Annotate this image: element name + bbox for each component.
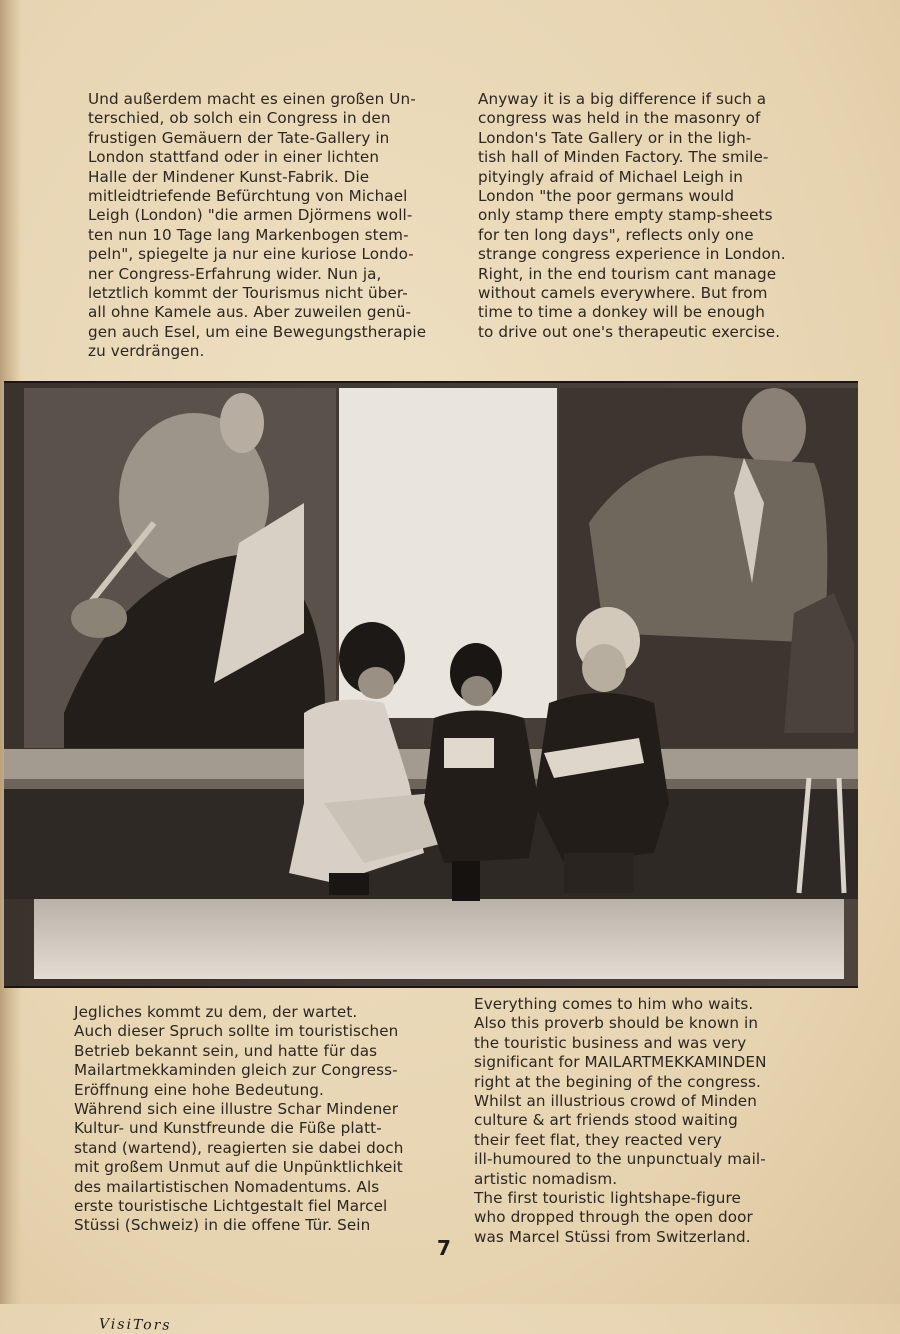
text-line: ten nun 10 Tage lang Markenbogen stem- bbox=[88, 225, 409, 244]
text-line: des mailartistischen Nomadentums. Als bbox=[74, 1177, 380, 1196]
text-line: right at the begining of the congress. bbox=[474, 1072, 761, 1091]
text-line: culture & art friends stood waiting bbox=[474, 1111, 738, 1130]
text-line: Also this proverb should be known in bbox=[474, 1014, 759, 1033]
text-line: Betrieb bekannt sein, und hatte für das bbox=[74, 1041, 378, 1060]
text-line: Leigh (London) "die armen Djörmens woll- bbox=[88, 206, 413, 225]
floor bbox=[34, 899, 844, 979]
text-line: Jegliches kommt zu dem, der wartet. bbox=[74, 1003, 358, 1021]
text-line: congress was held in the masonry of bbox=[478, 109, 761, 128]
text-line: letztlich kommt der Tourismus nicht über- bbox=[88, 284, 408, 303]
text-line: who dropped through the open door bbox=[474, 1208, 753, 1227]
text-line: London stattfand oder in einer lichten bbox=[88, 148, 380, 167]
text-line: Eröffnung eine hohe Bedeutung. bbox=[74, 1080, 324, 1099]
text-line: mit großem Unmut auf die Unpünktlichkeit bbox=[74, 1158, 403, 1177]
text-line: terschied, ob solch ein Congress in den bbox=[88, 109, 391, 128]
text-line: peln", spiegelte ja nur eine kuriose Londo- bbox=[88, 245, 414, 264]
text-line: Mailartmekkaminden gleich zur Congress- bbox=[74, 1061, 398, 1080]
text-line: Und außerdem macht es einen großen Un- bbox=[88, 90, 416, 108]
text-line: Everything comes to him who waits. bbox=[474, 995, 754, 1013]
text-line: time to time a donkey will be enough bbox=[478, 303, 765, 322]
text-line: frustigen Gemäuern der Tate-Gallery in bbox=[88, 128, 390, 147]
text-line: mitleidtriefende Befürchtung von Michael bbox=[88, 187, 408, 206]
text-line: all ohne Kamele aus. Aber zuweilen genü- bbox=[88, 303, 412, 322]
text-line: strange congress experience in London. bbox=[478, 245, 786, 264]
text-line: for ten long days", reflects only one bbox=[478, 225, 754, 244]
text-line: erste touristische Lichtgestalt fiel Marcel bbox=[74, 1197, 388, 1216]
text-line: London "the poor germans would bbox=[478, 187, 735, 206]
text-line: Kultur- und Kunstfreunde die Füße platt- bbox=[74, 1119, 382, 1138]
text-line: gen auch Esel, um eine Bewegungstherapie bbox=[88, 322, 427, 341]
text-line: ill-humoured to the unpunctualy mail- bbox=[474, 1150, 766, 1169]
text-line: Anyway it is a big difference if such a bbox=[478, 90, 767, 108]
text-line: Halle der Mindener Kunst-Fabrik. Die bbox=[88, 167, 370, 186]
text-line: tish hall of Minden Factory. The smile- bbox=[478, 148, 769, 167]
german-text-bottom bbox=[74, 1003, 434, 1236]
english-text-top bbox=[478, 90, 848, 342]
text-line: ner Congress-Erfahrung wider. Nun ja, bbox=[88, 264, 382, 283]
text-line: significant for MAILARTMEKKAMINDEN bbox=[474, 1053, 767, 1072]
text-line: stand (wartend), reagierten sie dabei doch bbox=[74, 1138, 404, 1157]
text-line: artistic nomadism. bbox=[474, 1169, 618, 1188]
text-line: Right, in the end tourism cant manage bbox=[478, 264, 777, 283]
english-text-bottom bbox=[474, 995, 844, 1247]
photo-caption: VisiTors bbox=[98, 1316, 172, 1334]
text-line: the touristic business and was very bbox=[474, 1033, 747, 1052]
text-line: only stamp there empty stamp-sheets bbox=[478, 206, 773, 225]
text-line: The first touristic lightshape-figure bbox=[474, 1189, 741, 1208]
german-text-top bbox=[88, 90, 460, 362]
photo-illustration bbox=[4, 383, 858, 986]
text-line: without camels everywhere. But from bbox=[478, 284, 768, 303]
page-number: 7 bbox=[437, 1236, 451, 1260]
text-line: pityingly afraid of Michael Leigh in bbox=[478, 167, 743, 186]
text-line: Stüssi (Schweiz) in die offene Tür. Sein bbox=[74, 1216, 371, 1235]
text-line: was Marcel Stüssi from Switzerland. bbox=[474, 1227, 751, 1246]
text-line: London's Tate Gallery or in the ligh- bbox=[478, 128, 752, 147]
text-line: Auch dieser Spruch sollte im touristischen bbox=[74, 1022, 399, 1041]
text-line: Whilst an illustrious crowd of Minden bbox=[474, 1092, 757, 1111]
text-line: Während sich eine illustre Schar Mindener bbox=[74, 1100, 399, 1119]
text-line: their feet flat, they reacted very bbox=[474, 1130, 722, 1149]
text-line: to drive out one's therapeutic exercise. bbox=[478, 322, 781, 341]
text-line: zu verdrängen. bbox=[88, 342, 205, 361]
